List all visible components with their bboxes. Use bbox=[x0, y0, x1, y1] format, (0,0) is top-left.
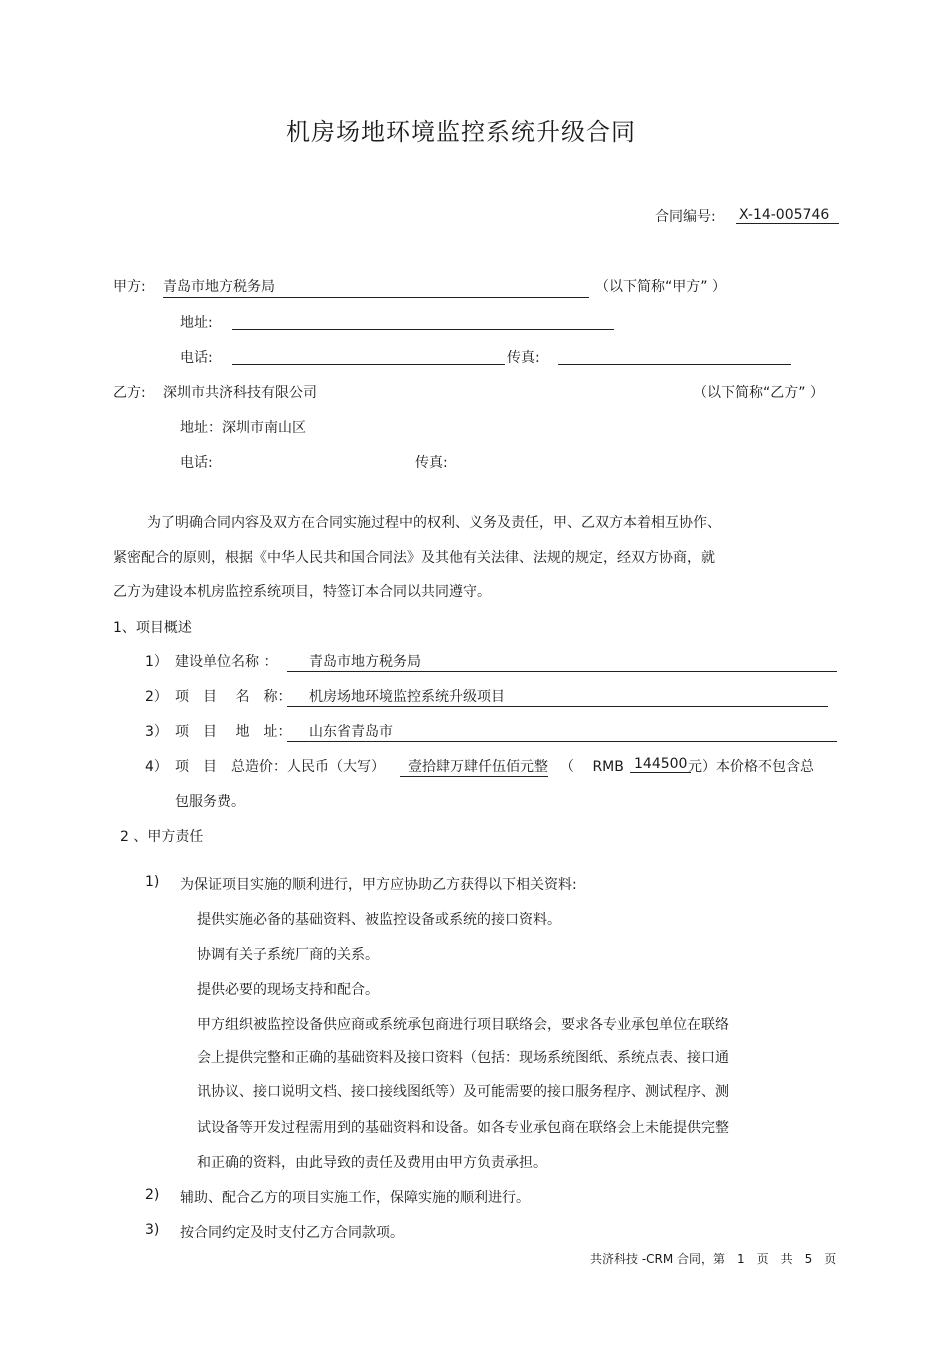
s2-item-2-text: 辅助、配合乙方的项目实施工作，保障实施的顺利进行。 bbox=[180, 1190, 530, 1206]
party-b-fax-label: 传真: bbox=[415, 455, 448, 471]
contract-no-label: 合同编号: bbox=[655, 209, 716, 225]
s2-sub-2: 协调有关子系统厂商的关系。 bbox=[197, 947, 379, 963]
s2-item-1-text: 为保证项目实施的顺利进行，甲方应协助乙方获得以下相关资料: bbox=[180, 877, 577, 893]
price-suffix: 元）本价格不包含总 bbox=[688, 759, 814, 775]
intro-line-1: 为了明确合同内容及双方在合同实施过程中的权利、义务及责任，甲、乙双方本着相互协作、 bbox=[147, 515, 721, 531]
s2-item-3-text: 按合同约定及时支付乙方合同款项。 bbox=[180, 1225, 404, 1241]
s2-para-line-2: 会上提供完整和正确的基础资料及接口资料（包括：现场系统图纸、系统点表、接口通 bbox=[197, 1050, 729, 1066]
s2-item-1-num: 1) bbox=[145, 874, 160, 890]
price-words: 壹拾肆万肆仟伍佰元整 bbox=[400, 756, 548, 777]
item-1-label: 建设单位名称 ： bbox=[175, 654, 278, 670]
item-1-value: 青岛市地方税务局 bbox=[287, 651, 837, 672]
item-4-label: 项 目 总造价：人民币（大写） bbox=[175, 759, 385, 775]
party-a-alias: （以下简称“甲方” ） bbox=[595, 279, 726, 295]
s2-para-line-4: 试设备等开发过程需用到的基础资料和设备。如各专业承包商在联络会上未能提供完整 bbox=[197, 1120, 729, 1136]
party-b-alias: （以下简称“乙方” ） bbox=[693, 385, 824, 401]
price-amount: 144500 bbox=[630, 756, 691, 773]
item-3-num: 3） bbox=[145, 724, 168, 740]
s2-item-2-num: 2) bbox=[145, 1187, 160, 1203]
party-a-name: 青岛市地方税务局 bbox=[163, 276, 589, 298]
s2-sub-1: 提供实施必备的基础资料、被监控设备或系统的接口资料。 bbox=[197, 912, 561, 928]
party-b-address: 地址：深圳市南山区 bbox=[180, 420, 306, 436]
s2-para-line-5: 和正确的资料，由此导致的责任及费用由甲方负责承担。 bbox=[197, 1155, 547, 1171]
s2-sub-3: 提供必要的现场支持和配合。 bbox=[197, 982, 379, 998]
s2-para-line-1: 甲方组织被监控设备供应商或系统承包商进行项目联络会，要求各专业承包单位在联络 bbox=[197, 1017, 729, 1033]
s2-para-line-3: 讯协议、接口说明文档、接口接线图纸等）及可能需要的接口服务程序、测试程序、测 bbox=[197, 1084, 729, 1100]
party-a-fax-line bbox=[558, 364, 791, 365]
party-b-name: 深圳市共济科技有限公司 bbox=[163, 385, 317, 401]
party-a-phone-label: 电话: bbox=[180, 350, 213, 366]
section-2-heading: 2 、甲方责任 bbox=[120, 829, 204, 845]
item-3-label: 项 目 地 址： bbox=[175, 724, 292, 740]
contract-no-value: X-14-005746 bbox=[736, 207, 839, 224]
party-a-address-label: 地址: bbox=[180, 315, 213, 331]
party-a-address-line bbox=[232, 329, 614, 330]
item-3-value: 山东省青岛市 bbox=[287, 721, 837, 742]
document-title: 机房场地环境监控系统升级合同 bbox=[286, 118, 636, 146]
item-2-value: 机房场地环境监控系统升级项目 bbox=[287, 686, 828, 707]
intro-line-3: 乙方为建设本机房监控系统项目，特签订本合同以共同遵守。 bbox=[113, 584, 491, 600]
party-a-fax-label: 传真: bbox=[507, 350, 540, 366]
party-b-label: 乙方: bbox=[113, 385, 146, 401]
item-1-num: 1） bbox=[145, 654, 168, 670]
party-a-phone-line bbox=[232, 364, 505, 365]
section-1-heading: 1、项目概述 bbox=[113, 620, 192, 636]
party-a-label: 甲方: bbox=[113, 279, 146, 295]
page-footer: 共济科技 -CRM 合同，第 1 页 共 5 页 bbox=[590, 1252, 837, 1266]
intro-line-2: 紧密配合的原则，根据《中华人民共和国合同法》及其他有关法律、法规的规定，经双方协商，就 bbox=[113, 550, 715, 566]
party-b-phone-label: 电话: bbox=[180, 455, 213, 471]
item-2-label: 项 目 名 称： bbox=[175, 689, 292, 705]
price-rmb-prefix: （ RMB bbox=[560, 759, 624, 775]
s2-item-3-num: 3) bbox=[145, 1222, 160, 1238]
item-4-num: 4） bbox=[145, 759, 168, 775]
item-2-num: 2） bbox=[145, 689, 168, 705]
price-cont: 包服务费。 bbox=[175, 794, 245, 810]
